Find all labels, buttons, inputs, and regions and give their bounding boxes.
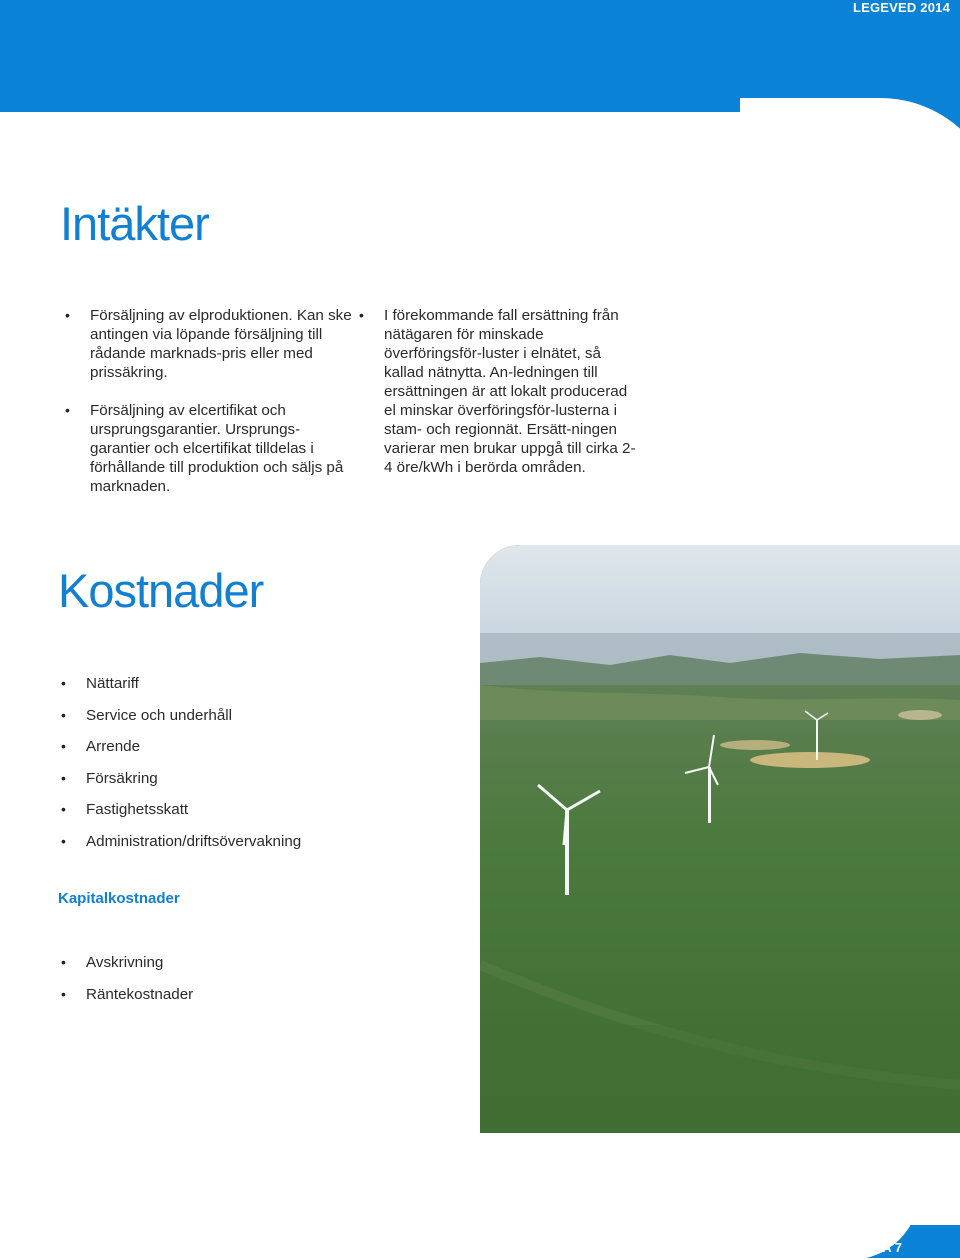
list-item: • Räntekostnader <box>58 985 358 1004</box>
capital-costs-heading: Kapitalkostnader <box>58 890 180 907</box>
income-list-left <box>62 306 352 515</box>
list-item: • Försäljning av elcertifikat och ursprungsgarantier. Ursprungs-garantier och elcertifikat tilldelas i förhållande till produktion och säljs på marknaden. <box>62 401 352 496</box>
list-item: • Avskrivning <box>58 953 358 972</box>
list-item: • Arrende <box>58 737 388 756</box>
capital-costs-list <box>58 953 358 1016</box>
page-number: SIDA 7 <box>860 1240 902 1255</box>
list-item: • Försäkring <box>58 769 388 788</box>
costs-list <box>58 674 388 863</box>
income-list-right <box>356 306 636 477</box>
footer-curve-mask <box>0 1160 920 1260</box>
list-item: • Nättariff <box>58 674 388 693</box>
section-title-intakter: Intäkter <box>60 197 209 250</box>
header-band <box>0 0 960 112</box>
list-item: • Fastighetsskatt <box>58 800 388 819</box>
list-item: • I förekommande fall ersättning från nätägaren för minskade överföringsför-luster i elnätet, så kallad nätnytta. An-ledningen till ersättningen är att lokalt producerad el minskar överföringsför-lusterna i stam- och regionnät. Ersätt-ningen varierar men brukar uppgå till cirka 2-4 öre/kWh i berörda områden. <box>356 306 636 477</box>
wind-farm-illustration <box>480 545 960 1133</box>
section-title-kostnader: Kostnader <box>58 564 264 617</box>
list-item: • Administration/driftsövervakning <box>58 832 388 851</box>
list-item: • Service och underhåll <box>58 706 388 725</box>
list-item: • Försäljning av elproduktionen. Kan ske antingen via löpande försäljning till rådande marknads-pris eller med prissäkring. <box>62 306 352 382</box>
header-label: LEGEVED 2014 <box>852 0 950 15</box>
wind-farm-photo <box>480 545 960 1133</box>
header-curve-mask <box>740 98 960 218</box>
